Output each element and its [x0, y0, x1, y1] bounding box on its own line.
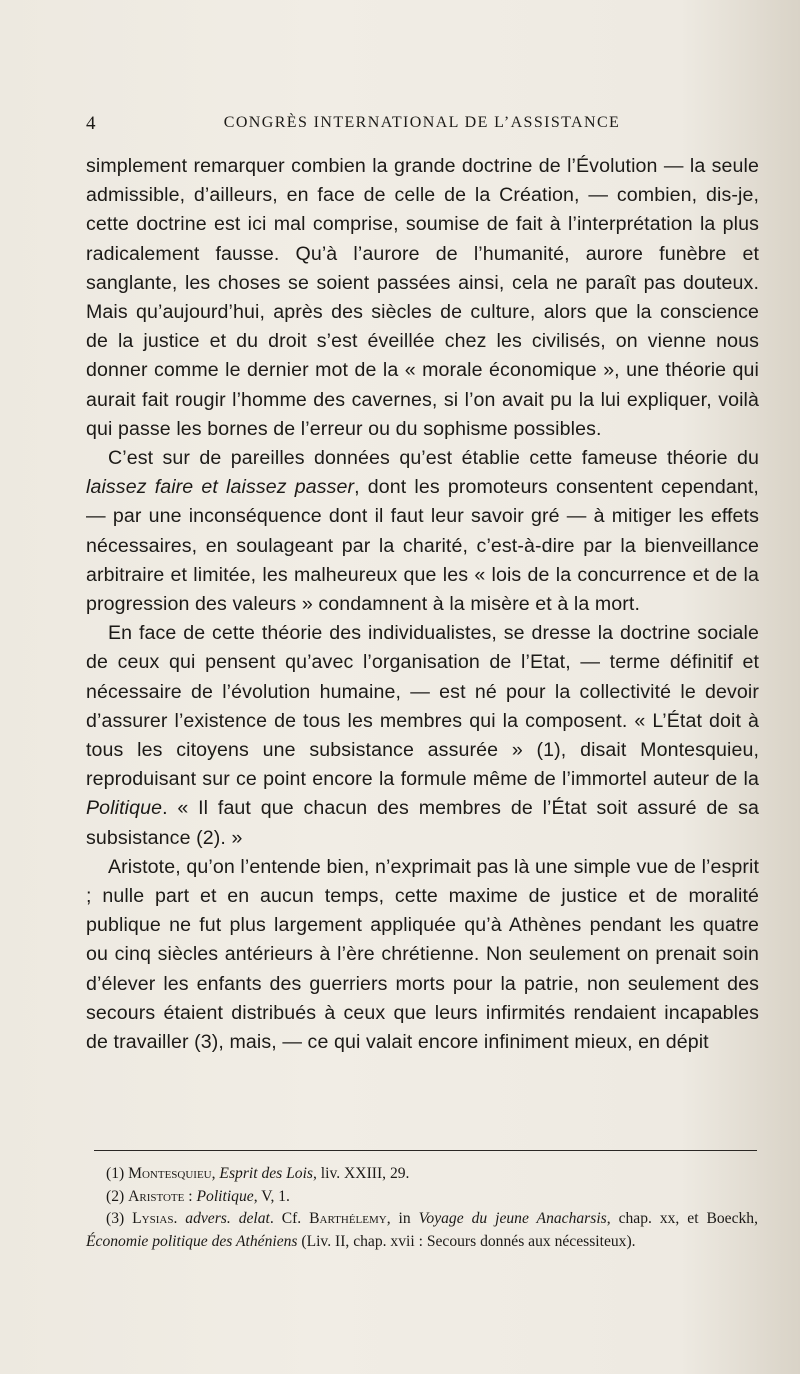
- footnote-rule: [94, 1150, 757, 1151]
- paragraph-3-text-b: . « Il faut que chacun des membres de l’État soit assuré de sa subsistance (2). »: [86, 797, 759, 849]
- footnote-3-sep: .: [173, 1210, 186, 1227]
- running-title: CONGRÈS INTERNATIONAL DE L’ASSISTANCE: [223, 114, 621, 131]
- footnote-1-sep: ,: [211, 1165, 220, 1182]
- footnote-2-sep: :: [184, 1187, 197, 1205]
- footnotes: [86, 1163, 758, 1253]
- paragraph-2: [86, 444, 759, 619]
- body-text: [86, 152, 759, 1057]
- footnote-3-author: Lysias: [132, 1210, 174, 1227]
- footnote-3-mid-3: , chap. xx, et Boeckh,: [606, 1210, 758, 1227]
- footnote-3-mark: (3): [106, 1210, 133, 1227]
- footnote-3-title-1: advers. delat: [185, 1210, 270, 1227]
- footnote-2-author: Aristote: [128, 1187, 185, 1205]
- footnote-3-rest: (Liv. II, chap. xvii : Secours donnés aux nécessiteux).: [297, 1232, 636, 1250]
- footnote-3-title-2: Voyage du jeune Anacharsis: [418, 1210, 607, 1227]
- footnote-3-author-2: Barthélemy: [309, 1210, 387, 1227]
- footnote-1-title: Esprit des Lois: [219, 1165, 313, 1182]
- footnote-3-title-3: Économie politique des Athéniens: [86, 1232, 298, 1250]
- footnote-1-author: Montesquieu: [128, 1165, 212, 1182]
- footnote-2-title: Politique: [196, 1187, 254, 1205]
- paragraph-3: [86, 619, 759, 853]
- paragraph-4: Aristote, qu’on l’entende bien, n’exprimait pas là une simple vue de l’esprit ; nulle part et en aucun temps, cette maxime de justice et de moralité publique ne fut plus largement appliquée qu’à Athènes pendant les quatre ou cinq siècles antérieurs à l’ère chrétienne. Non seulement on prenait soin d’élever les enfants des guerriers morts pour la patrie, non seulement des secours étaient distribués à ceux que leurs infirmités rendaient incapables de travailler (3), mais, — ce qui valait encore infiniment mieux, en dépit: [86, 855, 759, 1054]
- footnote-1-mark: (1): [106, 1165, 129, 1182]
- footnote-3: [86, 1208, 758, 1253]
- paragraph-2-text-a: C’est sur de pareilles données qu’est établie cette fameuse théorie du: [108, 447, 759, 470]
- footnote-3-mid-1: . Cf.: [269, 1210, 310, 1227]
- page-header: [86, 113, 758, 139]
- paragraph-1: simplement remarquer combien la grande doctrine de l’Évolution — la seule admissible, d’ailleurs, en face de celle de la Création, — combien, dis-je, cette doctrine est ici mal comprise, soumise de fait à l’interprétation la plus radicalement fausse. Qu’à l’aurore de l’humanité, aurore funèbre et sanglante, les choses se soient passées ainsi, cela ne paraît pas douteux. Mais qu’aujourd’hui, après des siècles de culture, alors que la conscience de la justice et du droit s’est éveillée chez les civilisés, on vienne nous donner comme le dernier mot de la « morale économique », une théorie qui aurait fait rougir l’homme des cavernes, si l’on avait pu la lui expliquer, voilà qui passe les bornes de l’erreur ou du sophisme possibles.: [86, 155, 759, 440]
- footnote-2-mark: (2): [106, 1187, 129, 1205]
- paragraph-2-text-b: , dont les promoteurs consentent cependant, — par une inconséquence dont il faut leur savoir gré — à mitiger les effets nécessaires, en soulageant par la charité, c’est-à-dire par la bienveillance arbitraire et limitée, les malheureux que les « lois de la concurrence et de la progression des valeurs » condamnent à la misère et à la mort.: [86, 476, 759, 616]
- footnote-3-mid-2: , in: [386, 1210, 419, 1227]
- paragraph-3-italic: Politique: [86, 797, 163, 820]
- footnote-2-rest: , V, 1.: [253, 1187, 290, 1205]
- paragraph-3-text-a: En face de cette théorie des individualistes, se dresse la doctrine sociale de ceux qui pensent qu’avec l’organisation de l’Etat, — terme définitif et nécessaire de l’évolution humaine, — est né pour la collectivité le devoir d’assurer l’existence de tous les membres qui la composent. « L’État doit à tous les citoyens une subsistance assurée » (1), disait Montesquieu, reproduisant sur ce point encore la formule même de l’immortel auteur de la: [86, 622, 759, 791]
- paragraph-2-italic: laissez faire et laissez passer: [86, 476, 355, 499]
- footnote-1-rest: , liv. XXIII, 29.: [313, 1165, 410, 1182]
- page-number: 4: [86, 113, 96, 134]
- footnote-1: [86, 1163, 758, 1186]
- footnote-2: [86, 1186, 758, 1209]
